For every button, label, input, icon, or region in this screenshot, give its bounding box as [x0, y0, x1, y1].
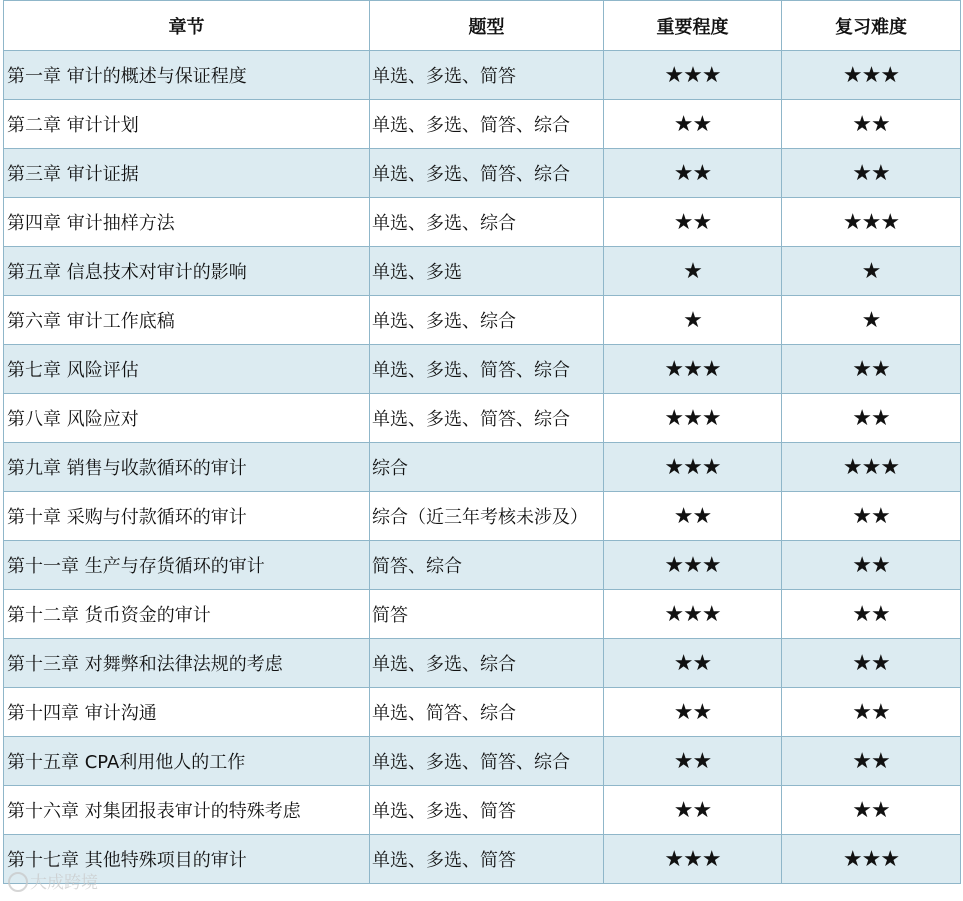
table-row	[4, 737, 961, 786]
table-row	[4, 247, 961, 296]
importance-stars: ★★	[604, 492, 782, 541]
chapter-cell: 第十一章 生产与存货循环的审计	[4, 541, 370, 590]
chapter-cell: 第二章 审计计划	[4, 100, 370, 149]
table-row	[4, 492, 961, 541]
chapter-cell: 第七章 风险评估	[4, 345, 370, 394]
difficulty-stars: ★★	[782, 100, 961, 149]
table-row	[4, 443, 961, 492]
chapter-cell: 第十三章 对舞弊和法律法规的考虑	[4, 639, 370, 688]
difficulty-stars: ★★★	[782, 51, 961, 100]
importance-stars: ★★★	[604, 590, 782, 639]
question-type-cell: 单选、多选、简答	[370, 835, 604, 884]
difficulty-stars: ★	[782, 247, 961, 296]
importance-stars: ★★★	[604, 51, 782, 100]
chapter-cell: 第五章 信息技术对审计的影响	[4, 247, 370, 296]
question-type-cell: 单选、多选、简答、综合	[370, 149, 604, 198]
table-row	[4, 590, 961, 639]
question-type-cell: 单选、多选、综合	[370, 198, 604, 247]
importance-stars: ★★	[604, 198, 782, 247]
importance-stars: ★★	[604, 786, 782, 835]
question-type-cell: 单选、多选、简答、综合	[370, 737, 604, 786]
question-type-cell: 单选、简答、综合	[370, 688, 604, 737]
difficulty-stars: ★★★	[782, 443, 961, 492]
question-type-cell: 单选、多选	[370, 247, 604, 296]
difficulty-stars: ★★★	[782, 835, 961, 884]
watermark: 大成跨境	[30, 873, 98, 893]
question-type-cell: 单选、多选、综合	[370, 296, 604, 345]
table-row	[4, 639, 961, 688]
chapter-cell: 第十六章 对集团报表审计的特殊考虑	[4, 786, 370, 835]
table-row	[4, 198, 961, 247]
importance-stars: ★★	[604, 737, 782, 786]
header-difficulty: 复习难度	[782, 1, 961, 51]
difficulty-stars: ★★	[782, 394, 961, 443]
chapter-cell: 第四章 审计抽样方法	[4, 198, 370, 247]
watermark-icon	[8, 872, 28, 892]
difficulty-stars: ★★	[782, 737, 961, 786]
header-row	[4, 1, 961, 51]
header-chapter: 章节	[4, 1, 370, 51]
chapter-cell: 第十二章 货币资金的审计	[4, 590, 370, 639]
importance-stars: ★★	[604, 149, 782, 198]
question-type-cell: 简答	[370, 590, 604, 639]
difficulty-stars: ★★	[782, 345, 961, 394]
table-row	[4, 51, 961, 100]
table-row	[4, 688, 961, 737]
table-row	[4, 100, 961, 149]
difficulty-stars: ★★	[782, 492, 961, 541]
difficulty-stars: ★	[782, 296, 961, 345]
table-row	[4, 345, 961, 394]
difficulty-stars: ★★	[782, 541, 961, 590]
chapter-cell: 第一章 审计的概述与保证程度	[4, 51, 370, 100]
chapter-cell: 第三章 审计证据	[4, 149, 370, 198]
importance-stars: ★★★	[604, 443, 782, 492]
header-question-type: 题型	[370, 1, 604, 51]
importance-stars: ★★	[604, 639, 782, 688]
difficulty-stars: ★★★	[782, 198, 961, 247]
importance-stars: ★	[604, 247, 782, 296]
chapter-cell: 第八章 风险应对	[4, 394, 370, 443]
chapter-cell: 第九章 销售与收款循环的审计	[4, 443, 370, 492]
chapter-table	[3, 0, 961, 884]
chapter-cell: 第十四章 审计沟通	[4, 688, 370, 737]
chapter-cell: 第十五章 CPA利用他人的工作	[4, 737, 370, 786]
importance-stars: ★★★	[604, 541, 782, 590]
table-body	[4, 51, 961, 884]
importance-stars: ★★★	[604, 345, 782, 394]
difficulty-stars: ★★	[782, 590, 961, 639]
importance-stars: ★★	[604, 688, 782, 737]
question-type-cell: 简答、综合	[370, 541, 604, 590]
question-type-cell: 单选、多选、简答	[370, 51, 604, 100]
table-row	[4, 835, 961, 884]
chapter-cell: 第十章 采购与付款循环的审计	[4, 492, 370, 541]
difficulty-stars: ★★	[782, 688, 961, 737]
importance-stars: ★	[604, 296, 782, 345]
table-row	[4, 786, 961, 835]
table-row	[4, 149, 961, 198]
difficulty-stars: ★★	[782, 149, 961, 198]
table-row	[4, 541, 961, 590]
header-importance: 重要程度	[604, 1, 782, 51]
table-row	[4, 296, 961, 345]
importance-stars: ★★★	[604, 394, 782, 443]
importance-stars: ★★★	[604, 835, 782, 884]
question-type-cell: 综合（近三年考核未涉及）	[370, 492, 604, 541]
importance-stars: ★★	[604, 100, 782, 149]
question-type-cell: 单选、多选、简答	[370, 786, 604, 835]
question-type-cell: 单选、多选、简答、综合	[370, 100, 604, 149]
difficulty-stars: ★★	[782, 639, 961, 688]
question-type-cell: 单选、多选、综合	[370, 639, 604, 688]
chapter-cell: 第十七章 其他特殊项目的审计	[4, 835, 370, 884]
difficulty-stars: ★★	[782, 786, 961, 835]
chapter-cell: 第六章 审计工作底稿	[4, 296, 370, 345]
table-row	[4, 394, 961, 443]
question-type-cell: 单选、多选、简答、综合	[370, 394, 604, 443]
question-type-cell: 单选、多选、简答、综合	[370, 345, 604, 394]
question-type-cell: 综合	[370, 443, 604, 492]
